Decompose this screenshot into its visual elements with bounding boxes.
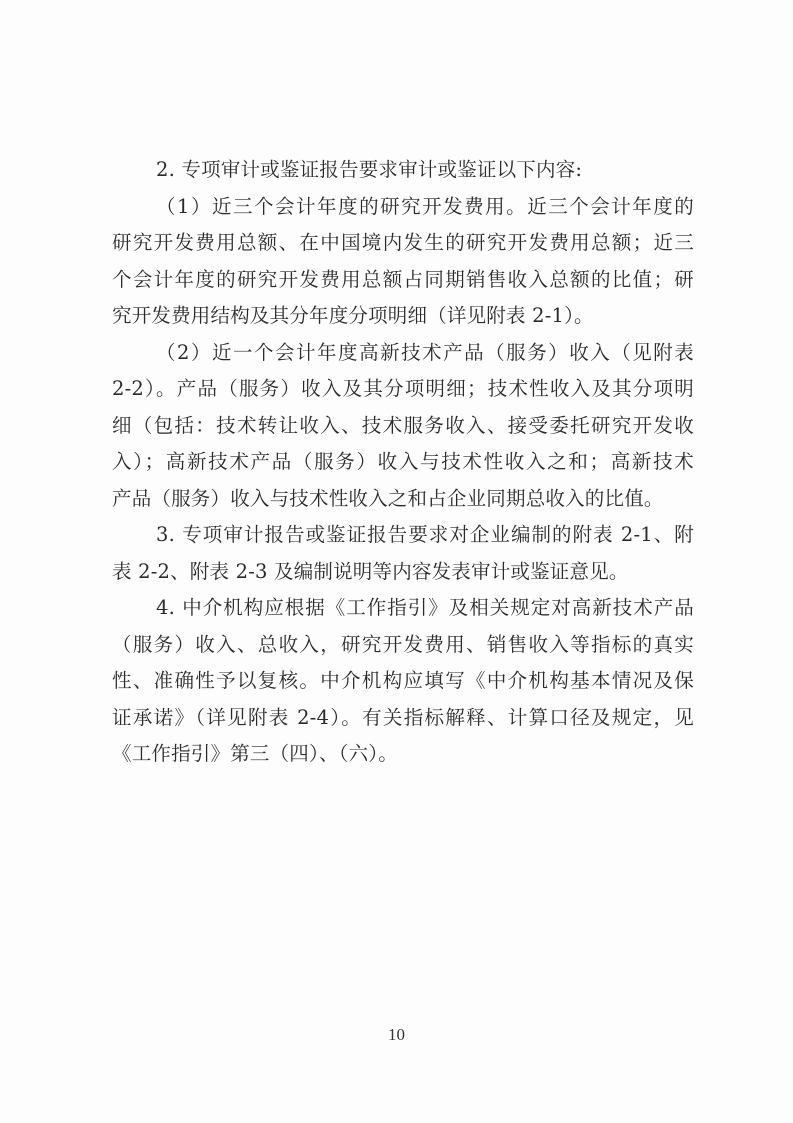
paragraph-2-1-line: 究开发费用结构及其分年度分项明细（详见附表 2-1）。	[112, 304, 594, 327]
paragraph-4-line: 证承诺》（详见附表 2-4）。有关指标解释、计算口径及规定，见	[112, 705, 694, 729]
paragraph-2-1-line: （1）近三个会计年度的研究开发费用。近三个会计年度的	[156, 194, 694, 218]
paragraph-3-line: 3. 专项审计报告或鉴证报告要求对企业编制的附表 2-1、附	[156, 523, 694, 546]
paragraph-2-2-line: 2-2）。产品（服务）收入及其分项明细；技术性收入及其分项明	[112, 377, 694, 400]
paragraph-4-line: 性、准确性予以复核。中介机构应填写《中介机构基本情况及保	[112, 669, 694, 692]
paragraph-4-line: 4. 中介机构应根据《工作指引》及相关规定对高新技术产品	[156, 596, 694, 619]
paragraph-3-line: 表 2-2、附表 2-3 及编制说明等内容发表审计或鉴证意见。	[112, 559, 629, 583]
paragraph-2-2-line: 产品（服务）收入与技术性收入之和占企业同期总收入的比值。	[112, 486, 664, 510]
paragraph-4-line: 《工作指引》第三（四）、（六）。	[112, 742, 398, 765]
paragraph-2-1-line: 研究开发费用总额、在中国境内发生的研究开发费用总额；近三	[112, 231, 694, 254]
paragraph-2-heading-line: 2. 专项审计或鉴证报告要求审计或鉴证以下内容:	[156, 158, 583, 181]
paragraph-2-1-line: 个会计年度的研究开发费用总额占同期销售收入总额的比值；研	[112, 267, 694, 291]
paragraph-2-2-line: （2）近一个会计年度高新技术产品（服务）收入（见附表	[156, 340, 694, 364]
paragraph-2-2-line: 细（包括：技术转让收入、技术服务收入、接受委托研究开发收	[112, 413, 694, 437]
page-number: 10	[388, 1025, 405, 1044]
paragraph-4-line: （服务）收入、总收入，研究开发费用、销售收入等指标的真实	[112, 632, 694, 656]
document-body	[112, 152, 694, 773]
paragraph-2-2-line: 入）；高新技术产品（服务）收入与技术性收入之和；高新技术	[112, 450, 694, 473]
